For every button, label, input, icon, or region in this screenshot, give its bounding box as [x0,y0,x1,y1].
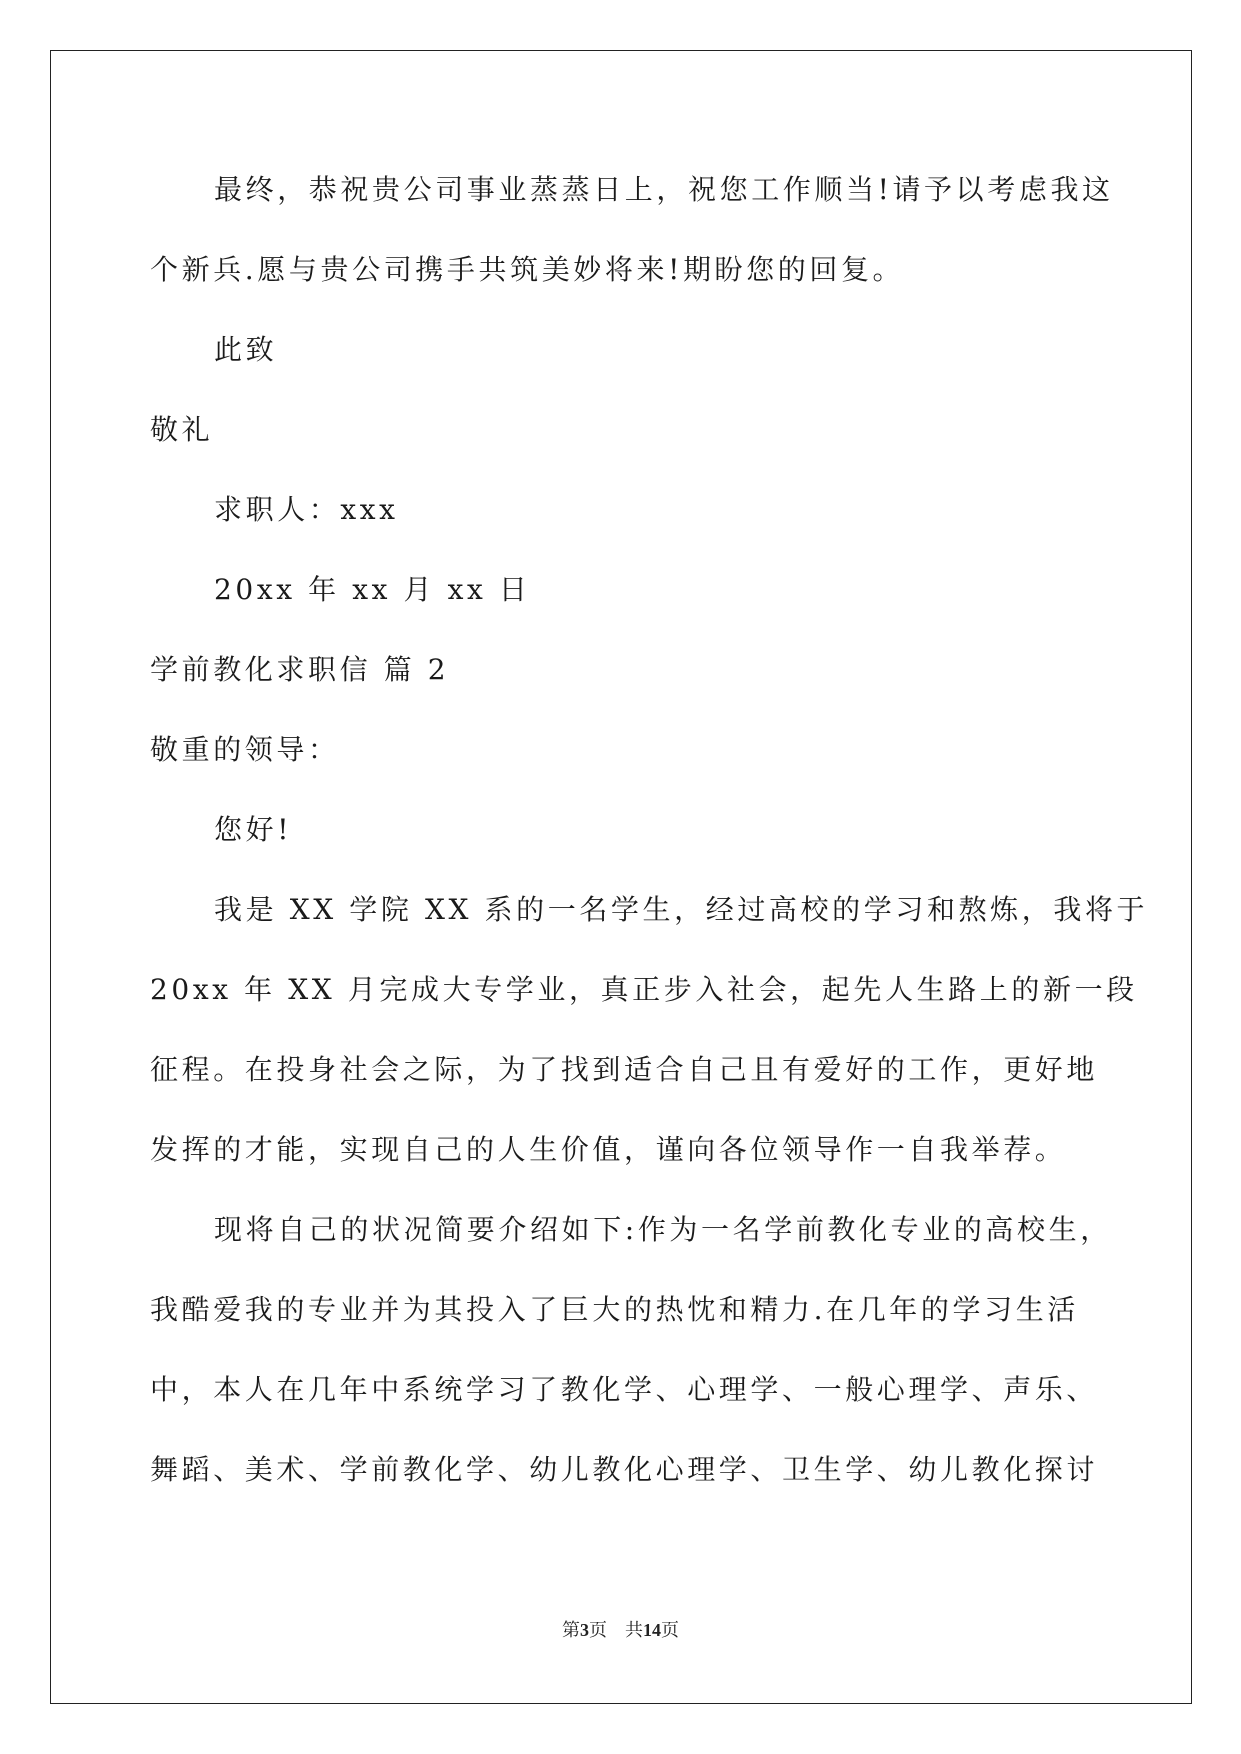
footer-page-prefix: 第 [562,1620,580,1640]
applicant-signature: 求职人：xxx [214,493,399,526]
intro-paragraph-line-3: 征程。在投身社会之际，为了找到适合自己且有爱好的工作，更好地 [150,1053,1099,1086]
closing-paragraph-line-1: 最终，恭祝贵公司事业蒸蒸日上，祝您工作顺当!请予以考虑我这 [214,173,1114,206]
salutation-jingli: 敬礼 [150,413,214,446]
profile-paragraph-line-3: 中，本人在几年中系统学习了教化学、心理学、一般心理学、声乐、 [150,1373,1099,1406]
footer-total-suffix: 页 [661,1620,679,1640]
intro-paragraph-line-4: 发挥的才能，实现自己的人生价值，谨向各位领导作一自我举荐。 [150,1133,1067,1166]
profile-paragraph-line-4: 舞蹈、美术、学前教化学、幼儿教化心理学、卫生学、幼儿教化探讨 [150,1453,1099,1486]
footer-total-prefix: 共 [625,1620,643,1640]
intro-paragraph-line-2: 20xx 年 XX 月完成大专学业，真正步入社会，起先人生路上的新一段 [150,973,1138,1006]
salutation-cizhi: 此致 [214,333,278,366]
greeting-hello: 您好! [214,813,293,846]
page-footer [0,1616,1241,1642]
greeting-recipient: 敬重的领导： [150,733,340,766]
footer-total-pages: 14 [643,1620,661,1640]
intro-paragraph-line-1: 我是 XX 学院 XX 系的一名学生，经过高校的学习和熬炼，我将于 [214,893,1149,926]
footer-page-number: 3 [580,1620,589,1640]
closing-paragraph-line-2: 个新兵.愿与贵公司携手共筑美妙将来!期盼您的回复。 [150,253,905,286]
footer-page-suffix: 页 [589,1620,607,1640]
section-heading: 学前教化求职信 篇 2 [150,653,450,686]
letter-date: 20xx 年 xx 月 xx 日 [214,573,531,606]
profile-paragraph-line-1: 现将自己的状况简要介绍如下:作为一名学前教化专业的高校生， [214,1213,1112,1246]
profile-paragraph-line-2: 我酷爱我的专业并为其投入了巨大的热忱和精力.在几年的学习生活 [150,1293,1079,1326]
